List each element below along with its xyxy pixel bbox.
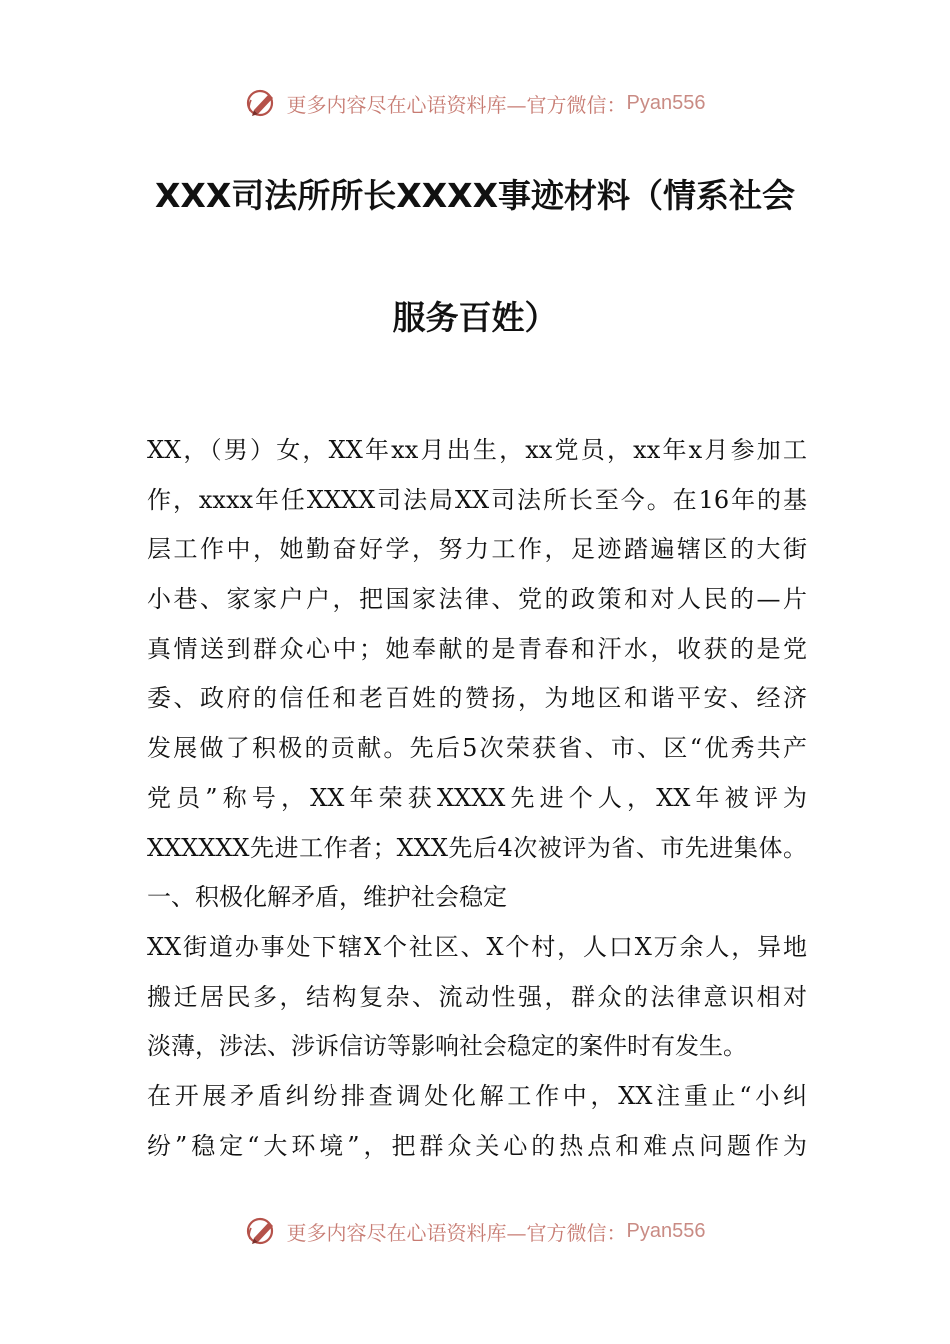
pen-logo-icon	[245, 86, 279, 120]
section-heading: 一、积极化解矛盾，维护社会稳定	[147, 883, 507, 912]
body-line: 真情送到群众心中；她奉献的是青春和汗水，收获的是党	[147, 634, 807, 663]
footer-watermark	[0, 1211, 950, 1251]
body-line: 层工作中，她勤奋好学，努力工作，足迹踏遍辖区的大街	[147, 535, 807, 564]
body-line: 党员”称号，XX年荣获XXXX先进个人，XX年被评为	[147, 783, 807, 812]
body-line: 小巷、家家户户，把国家法律、党的政策和对人民的—片	[147, 585, 807, 614]
body-line: 作，xxxx年任XXXX司法局XX司法所长至今。在16年的基	[147, 485, 807, 514]
body-line: 搬迁居民多，结构复杂、流动性强，群众的法律意识相对	[147, 982, 807, 1011]
body-line: 委、政府的信任和老百姓的赞扬，为地区和谐平安、经济	[147, 684, 807, 713]
body-line: XX，（男）女，XX年xx月出生，xx党员，xx年x月参加工	[147, 436, 807, 464]
body-line: XX街道办事处下辖X个社区、X个村，人口X万余人，异地	[147, 932, 807, 961]
watermark-wechat-id: Pyan556	[626, 91, 706, 114]
document-title-line-1: XXX司法所所长XXXX事迹材料（情系社会	[154, 176, 796, 215]
header-watermark	[0, 83, 950, 123]
body-line: 发展做了积极的贡献。先后5次荣获省、市、区“优秀共产	[147, 734, 807, 763]
body-line: 淡薄，涉法、涉诉信访等影响社会稳定的案件时有发生。	[147, 1032, 747, 1061]
body-line: 纷”稳定“大环境”，把群众关心的热点和难点问题作为	[147, 1131, 807, 1160]
body-line: 在开展矛盾纠纷排查调处化解工作中，XX注重止“小纠	[147, 1081, 807, 1110]
watermark-text: 更多内容尽在心语资料库—官方微信：	[286, 92, 627, 117]
watermark-wechat-id: Pyan556	[626, 1219, 706, 1242]
pen-logo-icon	[245, 1214, 279, 1248]
document-body	[147, 426, 807, 1171]
body-line: XXXXXX先进工作者；XXX先后4次被评为省、市先进集体。	[147, 833, 807, 862]
watermark-text: 更多内容尽在心语资料库—官方微信：	[286, 1220, 627, 1245]
document-title-line-2: 服务百姓）	[392, 298, 558, 337]
